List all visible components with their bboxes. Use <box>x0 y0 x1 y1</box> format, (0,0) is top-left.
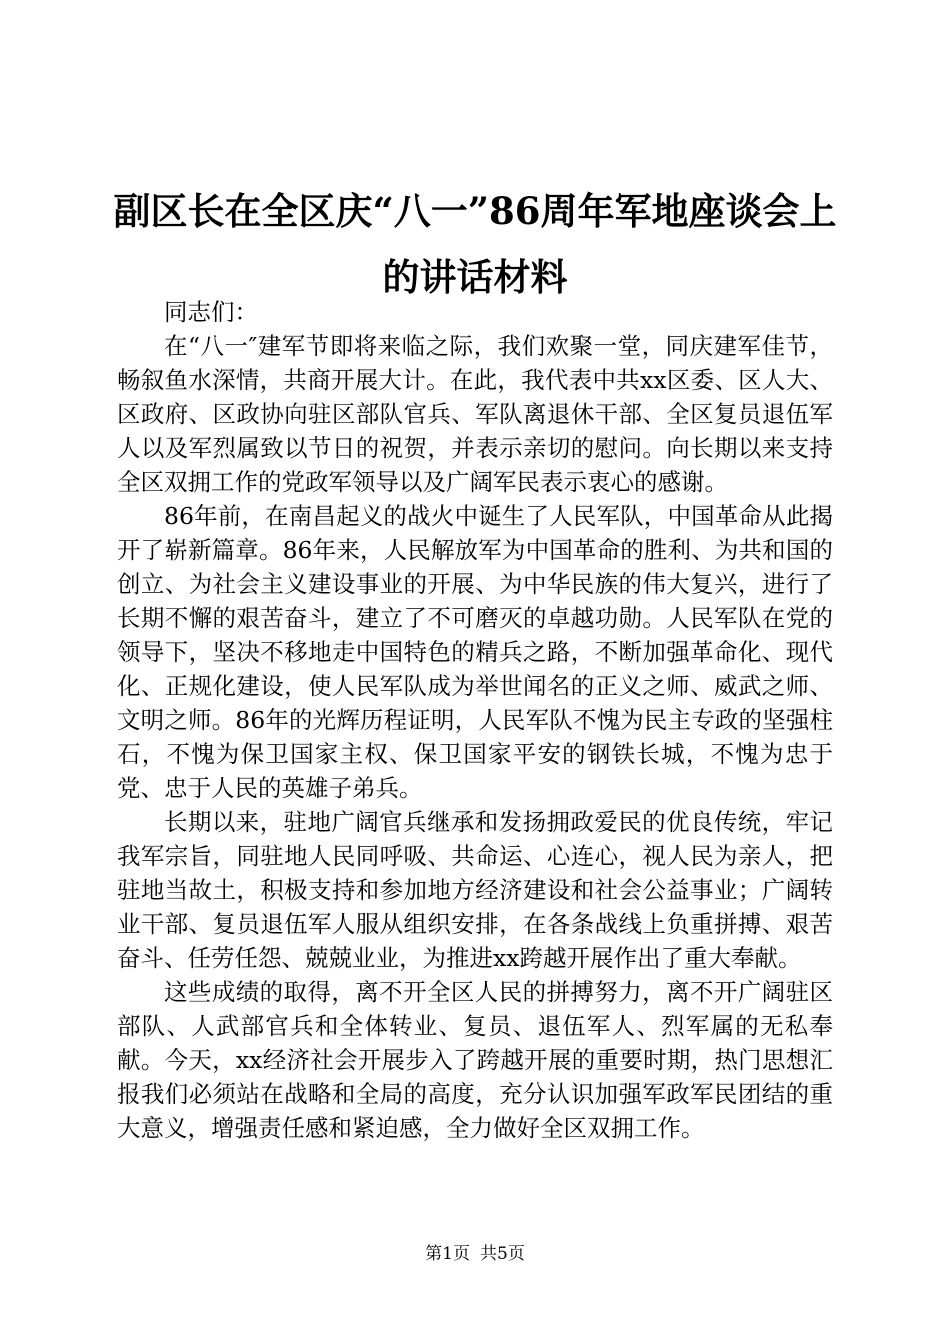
page-footer <box>0 1242 950 1266</box>
document-body <box>117 295 833 1145</box>
paragraph-1: 在“八一″建军节即将来临之际，我们欢聚一堂，同庆建军佳节，畅叙鱼水深情，共商开展大计。在此，我代表中共xx区委、区人大、区政府、区政协向驻区部队官兵、军队离退休干部、全区复员退伍军人以及军烈属致以节日的祝贺，并表示亲切的慰问。向长期以来支持全区双拥工作的党政军领导以及广阔军民表示衷心的感谢。 <box>117 332 833 496</box>
document-title: 副区长在全区庆“八一”86周年军地座谈会上的讲话材料 <box>113 189 837 299</box>
page-number: 第1页 <box>425 1244 470 1264</box>
salutation: 同志们： <box>164 298 258 326</box>
paragraph-4: 这些成绩的取得，离不开全区人民的拼搏努力，离不开广阔驻区部队、人武部官兵和全体转业、复员、退伍军人、烈军属的无私奉献。今天，xx经济社会开展步入了跨越开展的重要时期，热门思想汇报我们必须站在战略和全局的高度，充分认识加强军政军民团结的重大意义，增强责任感和紧迫感，全力做好全区双拥工作。 <box>117 978 833 1142</box>
paragraph-3: 长期以来，驻地广阔官兵继承和发扬拥政爱民的优良传统，牢记我军宗旨，同驻地人民同呼吸、共命运、心连心，视人民为亲人，把驻地当故土，积极支持和参加地方经济建设和社会公益事业；广阔转业干部、复员退伍军人服从组织安排，在各条战线上负重拼搏、艰苦奋斗、任劳任怨、兢兢业业，为推进xx跨越开展作出了重大奉献。 <box>117 808 833 972</box>
paragraph-2: 86年前，在南昌起义的战火中诞生了人民军队，中国革命从此揭开了崭新篇章。86年来，人民解放军为中国革命的胜利、为共和国的创立、为社会主义建设事业的开展、为中华民族的伟大复兴，进行了长期不懈的艰苦奋斗，建立了不可磨灭的卓越功勋。人民军队在党的领导下，坚决不移地走中国特色的精兵之路，不断加强革命化、现代化、正规化建设，使人民军队成为举世闻名的正义之师、威武之师、文明之师。86年的光辉历程证明，人民军队不愧为民主专政的坚强柱石，不愧为保卫国家主权、保卫国家平安的钢铁长城，不愧为忠于党、忠于人民的英雄子弟兵。 <box>117 502 833 802</box>
page-total: 共5页 <box>480 1244 525 1264</box>
